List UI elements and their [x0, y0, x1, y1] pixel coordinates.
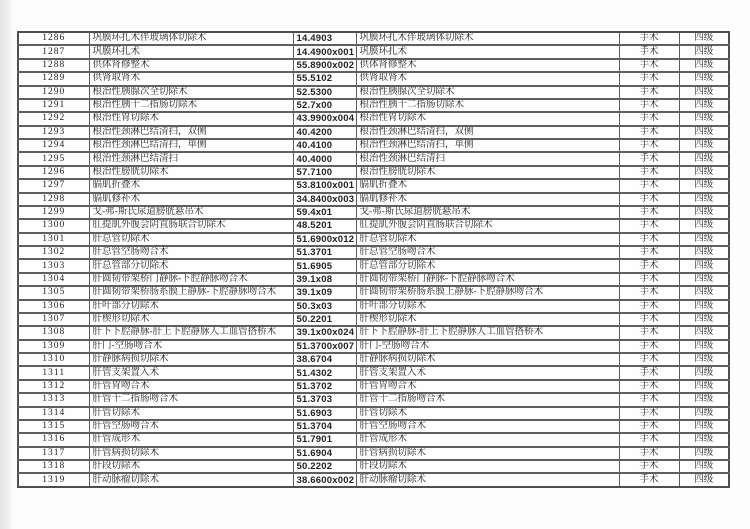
procedure-code-cell: 50.2201: [293, 313, 356, 326]
procedure-name-cell: 肝动脉瘤切除术: [89, 473, 293, 486]
row-number-cell: 1293: [18, 126, 89, 139]
category-cell: 手术: [619, 32, 679, 45]
row-number-cell: 1303: [18, 259, 89, 272]
level-cell: 四级: [679, 246, 729, 259]
table-row: [18, 112, 729, 125]
procedure-code-cell: 43.9900x004: [293, 112, 356, 125]
category-cell: 手术: [619, 286, 679, 299]
category-cell: 手术: [619, 126, 679, 139]
procedure-name-repeat-cell: 肝楔形切除术: [356, 313, 619, 326]
table-row: [18, 340, 729, 353]
category-cell: 手术: [619, 166, 679, 179]
row-number-cell: 1297: [18, 179, 89, 192]
row-number-cell: 1313: [18, 393, 89, 406]
row-number-cell: 1319: [18, 473, 89, 486]
procedure-name-repeat-cell: 根治性胃切除术: [356, 112, 619, 125]
procedure-name-cell: 根治性颈淋巴结清扫，单侧: [89, 139, 293, 152]
category-cell: 手术: [619, 366, 679, 379]
table-row: [18, 447, 729, 460]
category-cell: 手术: [619, 473, 679, 486]
level-cell: 四级: [679, 259, 729, 272]
row-number-cell: 1317: [18, 447, 89, 460]
category-cell: 手术: [619, 152, 679, 165]
procedure-name-cell: 巩膜环扎术: [89, 45, 293, 58]
row-number-cell: 1295: [18, 152, 89, 165]
procedure-table: [17, 31, 730, 488]
procedure-name-cell: 肝管十二指肠吻合术: [89, 393, 293, 406]
procedure-name-repeat-cell: 肝静脉病损切除术: [356, 353, 619, 366]
table-row: [18, 286, 729, 299]
table-row: [18, 166, 729, 179]
category-cell: 手术: [619, 433, 679, 446]
procedure-name-repeat-cell: 根治性颈淋巴结清扫，单侧: [356, 139, 619, 152]
table-row: [18, 233, 729, 246]
procedure-name-repeat-cell: 肝下下腔静脉-肝上下腔静脉人工血管搭桥术: [356, 326, 619, 339]
row-number-cell: 1286: [42, 33, 66, 44]
level-cell: 四级: [679, 433, 729, 446]
table-row: [18, 300, 729, 313]
procedure-name-cell: 肝总管切除术: [89, 233, 293, 246]
level-cell: 四级: [679, 380, 729, 393]
category-cell: 手术: [619, 206, 679, 219]
row-number-cell: 1304: [18, 273, 89, 286]
procedure-code-cell: 39.1x00x024: [293, 326, 356, 339]
category-cell: 手术: [619, 72, 679, 85]
row-number-cell: 1299: [18, 206, 89, 219]
procedure-code-cell: 14.4903: [293, 32, 356, 45]
level-cell: 四级: [679, 32, 729, 45]
level-cell: 四级: [679, 233, 729, 246]
procedure-code-cell: 48.5201: [293, 219, 356, 232]
procedure-code-cell: 38.6704: [293, 353, 356, 366]
procedure-name-cell: 肝门-空肠吻合术: [89, 340, 293, 353]
procedure-code-cell: 40.4100: [293, 139, 356, 152]
category-cell: 手术: [619, 139, 679, 152]
procedure-code-cell: 55.8900x002: [293, 59, 356, 72]
level-cell: 四级: [679, 139, 729, 152]
level-cell: 四级: [679, 313, 729, 326]
procedure-name-cell: 根治性胰十二指肠切除术: [89, 99, 293, 112]
procedure-code-cell: 39.1x09: [293, 286, 356, 299]
table-row: [18, 126, 729, 139]
procedure-name-repeat-cell: 肝圆韧带架桥门静脉-下腔静脉吻合术: [356, 273, 619, 286]
procedure-code-cell: 53.8100x001: [293, 179, 356, 192]
table-row: [18, 32, 729, 45]
level-cell: 四级: [679, 447, 729, 460]
procedure-name-cell: 根治性颈淋巴结清扫: [89, 152, 293, 165]
level-cell: 四级: [679, 206, 729, 219]
category-cell: 手术: [619, 179, 679, 192]
table-row: [18, 246, 729, 259]
row-number-cell: 1287: [18, 45, 89, 58]
row-number-cell: 1306: [18, 300, 89, 313]
procedure-name-repeat-cell: 肝总管切除术: [356, 233, 619, 246]
procedure-name-cell: 供体肾修整术: [89, 59, 293, 72]
procedure-name-cell: 根治性颈淋巴结清扫，双侧: [89, 126, 293, 139]
document-sheet: [17, 31, 730, 488]
procedure-name-repeat-cell: 肝总管空肠吻合术: [356, 246, 619, 259]
procedure-name-repeat-cell: 肝管切除术: [356, 407, 619, 420]
table-row: [18, 366, 729, 379]
procedure-name-cell: 肝管支架置入术: [89, 366, 293, 379]
procedure-name-repeat-cell: 肝管成形术: [356, 433, 619, 446]
procedure-name-cell: 肝管病损切除术: [89, 447, 293, 460]
procedure-name-repeat-cell: 肝管胃吻合术: [356, 380, 619, 393]
table-row: [18, 179, 729, 192]
procedure-table-body: [18, 32, 729, 487]
procedure-name-repeat-cell: 根治性颈淋巴结清扫，双侧: [356, 126, 619, 139]
procedure-code-cell: 51.6900x012: [293, 233, 356, 246]
procedure-code-cell: 50.2202: [293, 460, 356, 473]
table-row: [18, 72, 729, 85]
procedure-code-cell: 34.8400x003: [293, 193, 356, 206]
category-cell: 手术: [619, 313, 679, 326]
procedure-name-repeat-cell: 肝段切除术: [356, 460, 619, 473]
procedure-name-repeat-cell: 根治性胰腺次全切除术: [356, 86, 619, 99]
row-number-cell: 1289: [18, 72, 89, 85]
category-cell: 手术: [619, 273, 679, 286]
category-cell: 手术: [619, 460, 679, 473]
procedure-code-cell: 51.3702: [293, 380, 356, 393]
scan-edge-shadow: [0, 0, 14, 529]
table-row: [18, 152, 729, 165]
row-number-cell: 1292: [18, 112, 89, 125]
table-row: [18, 420, 729, 433]
procedure-code-cell: 50.3x03: [293, 300, 356, 313]
procedure-name-cell: 巩膜环扎术伴玻璃体切除术: [89, 32, 293, 45]
procedure-name-cell: 根治性膀胱切除术: [89, 166, 293, 179]
category-cell: 手术: [619, 340, 679, 353]
procedure-code-cell: 51.3703: [293, 393, 356, 406]
level-cell: 四级: [679, 286, 729, 299]
row-number-cell: 1312: [18, 380, 89, 393]
level-cell: 四级: [679, 86, 729, 99]
procedure-name-cell: 肝静脉病损切除术: [89, 353, 293, 366]
table-row: [18, 139, 729, 152]
row-number-cell: 1291: [18, 99, 89, 112]
procedure-name-repeat-cell: 供体肾修整术: [356, 59, 619, 72]
table-row: [18, 460, 729, 473]
level-cell: 四级: [679, 420, 729, 433]
table-row: [18, 99, 729, 112]
category-cell: 手术: [619, 193, 679, 206]
procedure-name-cell: 肛提肌外腹会阴直肠联合切除术: [89, 219, 293, 232]
level-cell: 四级: [679, 152, 729, 165]
table-row: [18, 219, 729, 232]
procedure-name-cell: 肝段切除术: [89, 460, 293, 473]
procedure-code-cell: 51.3700x007: [293, 340, 356, 353]
procedure-code-cell: 51.6904: [293, 447, 356, 460]
procedure-name-repeat-cell: 肝管支架置入术: [356, 366, 619, 379]
category-cell: 手术: [619, 393, 679, 406]
table-row: [18, 193, 729, 206]
level-cell: 四级: [679, 72, 729, 85]
level-cell: 四级: [679, 59, 729, 72]
category-cell: 手术: [619, 219, 679, 232]
procedure-name-cell: 肝楔形切除术: [89, 313, 293, 326]
table-row: [18, 326, 729, 339]
table-row: [18, 45, 729, 58]
row-number-cell: 1301: [18, 233, 89, 246]
table-row: [18, 473, 729, 486]
level-cell: 四级: [679, 112, 729, 125]
procedure-code-cell: 38.6600x002: [293, 473, 356, 486]
procedure-code-cell: 57.7100: [293, 166, 356, 179]
procedure-name-cell: 根治性胃切除术: [89, 112, 293, 125]
procedure-name-repeat-cell: 戈-弗-斯氏尿道膀胱悬吊术: [356, 206, 619, 219]
row-number-cell: 1290: [18, 86, 89, 99]
level-cell: 四级: [679, 179, 729, 192]
procedure-name-cell: 肝总管部分切除术: [89, 259, 293, 272]
procedure-code-cell: 59.4x01: [293, 206, 356, 219]
row-number-cell: 1314: [18, 407, 89, 420]
procedure-code-cell: 14.4900x001: [293, 45, 356, 58]
category-cell: 手术: [619, 447, 679, 460]
level-cell: 四级: [679, 273, 729, 286]
category-cell: 手术: [619, 86, 679, 99]
procedure-name-cell: 根治性胰腺次全切除术: [89, 86, 293, 99]
row-number-cell: 1308: [18, 326, 89, 339]
level-cell: 四级: [679, 407, 729, 420]
level-cell: 四级: [679, 393, 729, 406]
table-row: [18, 59, 729, 72]
procedure-code-cell: 40.4000: [293, 152, 356, 165]
procedure-name-cell: 膈肌折叠术: [89, 179, 293, 192]
category-cell: 手术: [619, 420, 679, 433]
level-cell: 四级: [679, 366, 729, 379]
procedure-code-cell: 40.4200: [293, 126, 356, 139]
procedure-code-cell: 51.3701: [293, 246, 356, 259]
row-number-cell: 1309: [18, 340, 89, 353]
procedure-name-repeat-cell: 肝门-空肠吻合术: [356, 340, 619, 353]
category-cell: 手术: [619, 99, 679, 112]
level-cell: 四级: [679, 219, 729, 232]
table-row: [18, 433, 729, 446]
table-row: [18, 259, 729, 272]
table-row: [18, 313, 729, 326]
level-cell: 四级: [679, 473, 729, 486]
procedure-name-cell: 肝下下腔静脉-肝上下腔静脉人工血管搭桥术: [89, 326, 293, 339]
row-number-cell: 1316: [18, 433, 89, 446]
procedure-name-repeat-cell: 肝动脉瘤切除术: [356, 473, 619, 486]
row-number-cell: 1311: [18, 366, 89, 379]
category-cell: 手术: [619, 326, 679, 339]
procedure-name-repeat-cell: 巩膜环扎术伴玻璃体切除术: [356, 32, 619, 45]
table-row: [18, 273, 729, 286]
procedure-code-cell: 52.5300: [293, 86, 356, 99]
procedure-name-cell: 肝圆韧带架桥肠系膜上静脉-下腔静脉吻合术: [89, 286, 293, 299]
category-cell: 手术: [619, 353, 679, 366]
procedure-code-cell: 52.7x00: [293, 99, 356, 112]
procedure-name-repeat-cell: 肝叶部分切除术: [356, 300, 619, 313]
procedure-name-repeat-cell: 肝管病损切除术: [356, 447, 619, 460]
procedure-name-cell: 肝圆韧带架桥门静脉-下腔静脉吻合术: [89, 273, 293, 286]
row-number-cell: 1288: [18, 59, 89, 72]
procedure-code-cell: 51.3704: [293, 420, 356, 433]
category-cell: 手术: [619, 300, 679, 313]
procedure-code-cell: 51.6905: [293, 259, 356, 272]
row-number-cell: 1315: [18, 420, 89, 433]
procedure-name-repeat-cell: 膈肌折叠术: [356, 179, 619, 192]
procedure-name-cell: 肝叶部分切除术: [89, 300, 293, 313]
level-cell: 四级: [679, 99, 729, 112]
row-number-cell: 1296: [18, 166, 89, 179]
table-row: [18, 407, 729, 420]
level-cell: 四级: [679, 353, 729, 366]
procedure-code-cell: 39.1x08: [293, 273, 356, 286]
procedure-code-cell: 51.4302: [293, 366, 356, 379]
procedure-name-cell: 戈-弗-斯氏尿道膀胱悬吊术: [89, 206, 293, 219]
level-cell: 四级: [679, 460, 729, 473]
procedure-name-repeat-cell: 肝管空肠吻合术: [356, 420, 619, 433]
level-cell: 四级: [679, 326, 729, 339]
level-cell: 四级: [679, 300, 729, 313]
row-number-cell: 1298: [18, 193, 89, 206]
procedure-name-repeat-cell: 根治性颈淋巴结清扫: [356, 152, 619, 165]
table-row: [18, 86, 729, 99]
table-row: [18, 380, 729, 393]
procedure-name-cell: 肝管切除术: [89, 407, 293, 420]
category-cell: 手术: [619, 233, 679, 246]
row-number-cell: 1294: [18, 139, 89, 152]
procedure-name-cell: 肝管胃吻合术: [89, 380, 293, 393]
table-row: [18, 393, 729, 406]
procedure-name-repeat-cell: 肝管十二指肠吻合术: [356, 393, 619, 406]
table-row: [18, 353, 729, 366]
row-number-cell: 1318: [18, 460, 89, 473]
procedure-name-cell: 肝管成形术: [89, 433, 293, 446]
row-number-cell: 1302: [18, 246, 89, 259]
category-cell: 手术: [619, 112, 679, 125]
category-cell: 手术: [619, 45, 679, 58]
procedure-code-cell: 51.7901: [293, 433, 356, 446]
category-cell: 手术: [619, 259, 679, 272]
level-cell: 四级: [679, 45, 729, 58]
level-cell: 四级: [679, 166, 729, 179]
category-cell: 手术: [619, 380, 679, 393]
procedure-name-repeat-cell: 肝总管部分切除术: [356, 259, 619, 272]
procedure-name-repeat-cell: 供肾取肾术: [356, 72, 619, 85]
procedure-name-cell: 供肾取肾术: [89, 72, 293, 85]
procedure-name-repeat-cell: 根治性胰十二指肠切除术: [356, 99, 619, 112]
category-cell: 手术: [619, 407, 679, 420]
category-cell: 手术: [619, 59, 679, 72]
row-number-cell: 1305: [18, 286, 89, 299]
procedure-name-cell: 膈肌修补术: [89, 193, 293, 206]
table-row: [18, 206, 729, 219]
procedure-name-repeat-cell: 膈肌修补术: [356, 193, 619, 206]
procedure-name-cell: 肝总管空肠吻合术: [89, 246, 293, 259]
row-number-cell: 1307: [18, 313, 89, 326]
row-number-cell: 1310: [18, 353, 89, 366]
level-cell: 四级: [679, 126, 729, 139]
procedure-name-repeat-cell: 巩膜环扎术: [356, 45, 619, 58]
procedure-name-repeat-cell: 根治性膀胱切除术: [356, 166, 619, 179]
level-cell: 四级: [679, 193, 729, 206]
category-cell: 手术: [619, 246, 679, 259]
procedure-name-repeat-cell: 肛提肌外腹会阴直肠联合切除术: [356, 219, 619, 232]
procedure-name-cell: 肝管空肠吻合术: [89, 420, 293, 433]
procedure-name-repeat-cell: 肝圆韧带架桥肠系膜上静脉-下腔静脉吻合术: [356, 286, 619, 299]
procedure-code-cell: 55.5102: [293, 72, 356, 85]
level-cell: 四级: [679, 340, 729, 353]
procedure-code-cell: 51.6903: [293, 407, 356, 420]
row-number-cell: 1300: [18, 219, 89, 232]
